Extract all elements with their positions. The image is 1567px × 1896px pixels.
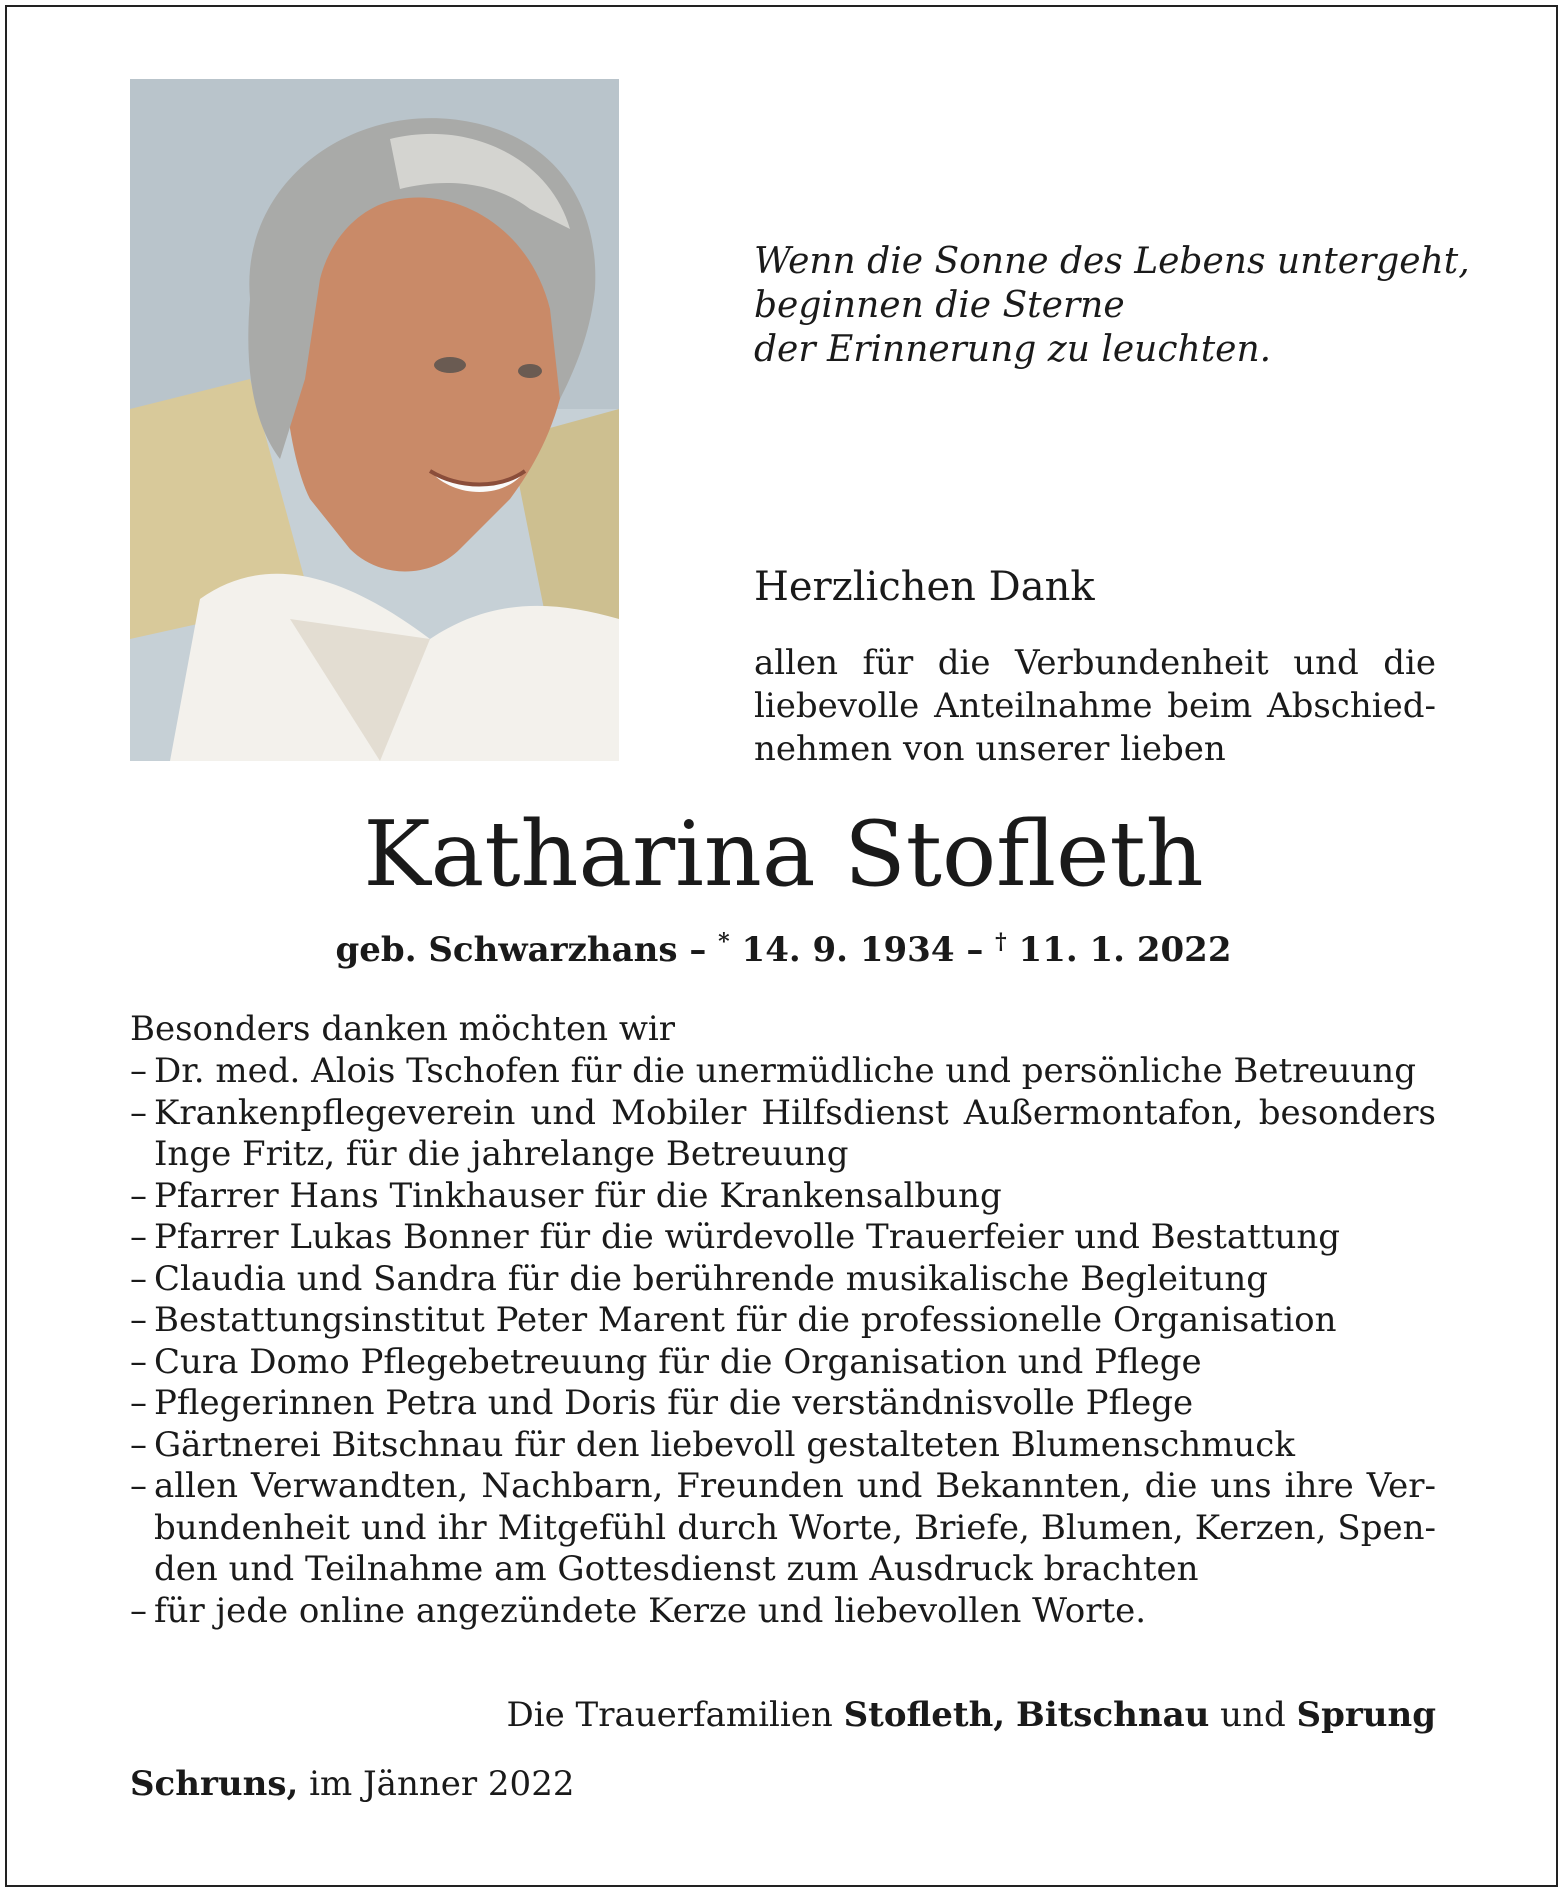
list-item bbox=[130, 1259, 1436, 1301]
list-item-line: bundenheit und ihr Mitgefühl durch Worte, Briefe, Blumen, Kerzen, Spen- bbox=[154, 1507, 1436, 1548]
family-signature bbox=[506, 1693, 1436, 1737]
list-item-line: Inge Fritz, für die jahrelange Betreuung bbox=[154, 1134, 849, 1174]
list-item bbox=[130, 1591, 1436, 1633]
list-item bbox=[130, 1176, 1436, 1218]
thanks-intro-line: liebevolle Anteilnahme beim Abschied- bbox=[754, 686, 1436, 726]
list-item bbox=[130, 1051, 1436, 1093]
place-date bbox=[130, 1762, 574, 1806]
list-item bbox=[130, 1466, 1436, 1591]
list-item-line: – Pfarrer Lukas Bonner für die würdevolle Trauerfeier und Bestattung bbox=[154, 1217, 1341, 1257]
thanks-heading: Herzlichen Dank bbox=[754, 564, 1095, 610]
family-name: Bitschnau bbox=[1015, 1695, 1210, 1735]
thanks-intro-line: allen für die Verbundenheit und die bbox=[754, 643, 1436, 683]
signature-connector: und bbox=[1220, 1695, 1286, 1735]
list-item-line: – Dr. med. Alois Tschofen für die unermüdliche und persönliche Betreuung bbox=[154, 1051, 1416, 1091]
list-item bbox=[130, 1093, 1436, 1176]
list-item-line: – für jede online angezündete Kerze und liebevollen Worte. bbox=[154, 1590, 1147, 1631]
quote-line: Wenn die Sonne des Lebens untergeht, bbox=[754, 241, 1470, 282]
portrait-photo bbox=[130, 79, 619, 761]
death-date: 11. 1. 2022 bbox=[1018, 930, 1232, 970]
life-dates: geb. Schwarzhans – * 14. 9. 1934 – † 11. 1. 2022 bbox=[335, 929, 1232, 970]
list-item-line: – Claudia und Sandra für die berührende musikalische Begleitung bbox=[154, 1258, 1269, 1299]
died-symbol: † bbox=[995, 929, 1007, 955]
family-name: Stofleth, bbox=[843, 1695, 1006, 1735]
thanks-intro-line: nehmen von unserer lieben bbox=[754, 729, 1226, 769]
list-item-line: – Bestattungsinstitut Peter Marent für die professionelle Organisation bbox=[154, 1300, 1337, 1340]
list-item bbox=[130, 1342, 1436, 1384]
memorial-quote bbox=[754, 240, 1470, 372]
list-item-line: den und Teilnahme am Gottesdienst zum Ausdruck brachten bbox=[154, 1549, 1199, 1589]
birth-name: geb. Schwarzhans bbox=[335, 930, 678, 970]
list-item bbox=[130, 1217, 1436, 1259]
thanks-intro bbox=[754, 642, 1436, 771]
place: Schruns, bbox=[130, 1764, 299, 1804]
family-name: Sprung bbox=[1296, 1695, 1436, 1735]
special-thanks-list bbox=[130, 1051, 1436, 1632]
list-item-line: – Cura Domo Pflegebetreuung für die Organisation und Pflege bbox=[154, 1341, 1202, 1382]
list-item-line: – Pflegerinnen Petra und Doris für die verständnisvolle Pflege bbox=[154, 1383, 1194, 1423]
signature-prefix: Die Trauerfamilien bbox=[506, 1695, 833, 1735]
deceased-name: Katharina Stofleth bbox=[363, 802, 1204, 907]
date: im Jänner 2022 bbox=[309, 1764, 575, 1804]
list-item-line: – allen Verwandten, Nachbarn, Freunden und Bekannten, die uns ihre Ver- bbox=[154, 1466, 1436, 1506]
list-item-line: – Krankenpflegeverein und Mobiler Hilfsdienst Außermontafon, besonders bbox=[154, 1092, 1436, 1133]
list-item bbox=[130, 1425, 1436, 1467]
list-item-line: – Pfarrer Hans Tinkhauser für die Krankensalbung bbox=[154, 1175, 1002, 1216]
special-thanks-intro: Besonders danken möchten wir bbox=[130, 1009, 676, 1049]
list-item bbox=[130, 1300, 1436, 1342]
quote-line: der Erinnerung zu leuchten. bbox=[754, 329, 1272, 370]
portrait-image bbox=[130, 79, 619, 761]
born-symbol: * bbox=[718, 929, 730, 955]
quote-line: beginnen die Sterne bbox=[754, 285, 1125, 326]
birth-date: 14. 9. 1934 bbox=[741, 930, 955, 970]
list-item-line: – Gärtnerei Bitschnau für den liebevoll gestalteten Blumenschmuck bbox=[154, 1424, 1295, 1465]
list-item bbox=[130, 1383, 1436, 1425]
